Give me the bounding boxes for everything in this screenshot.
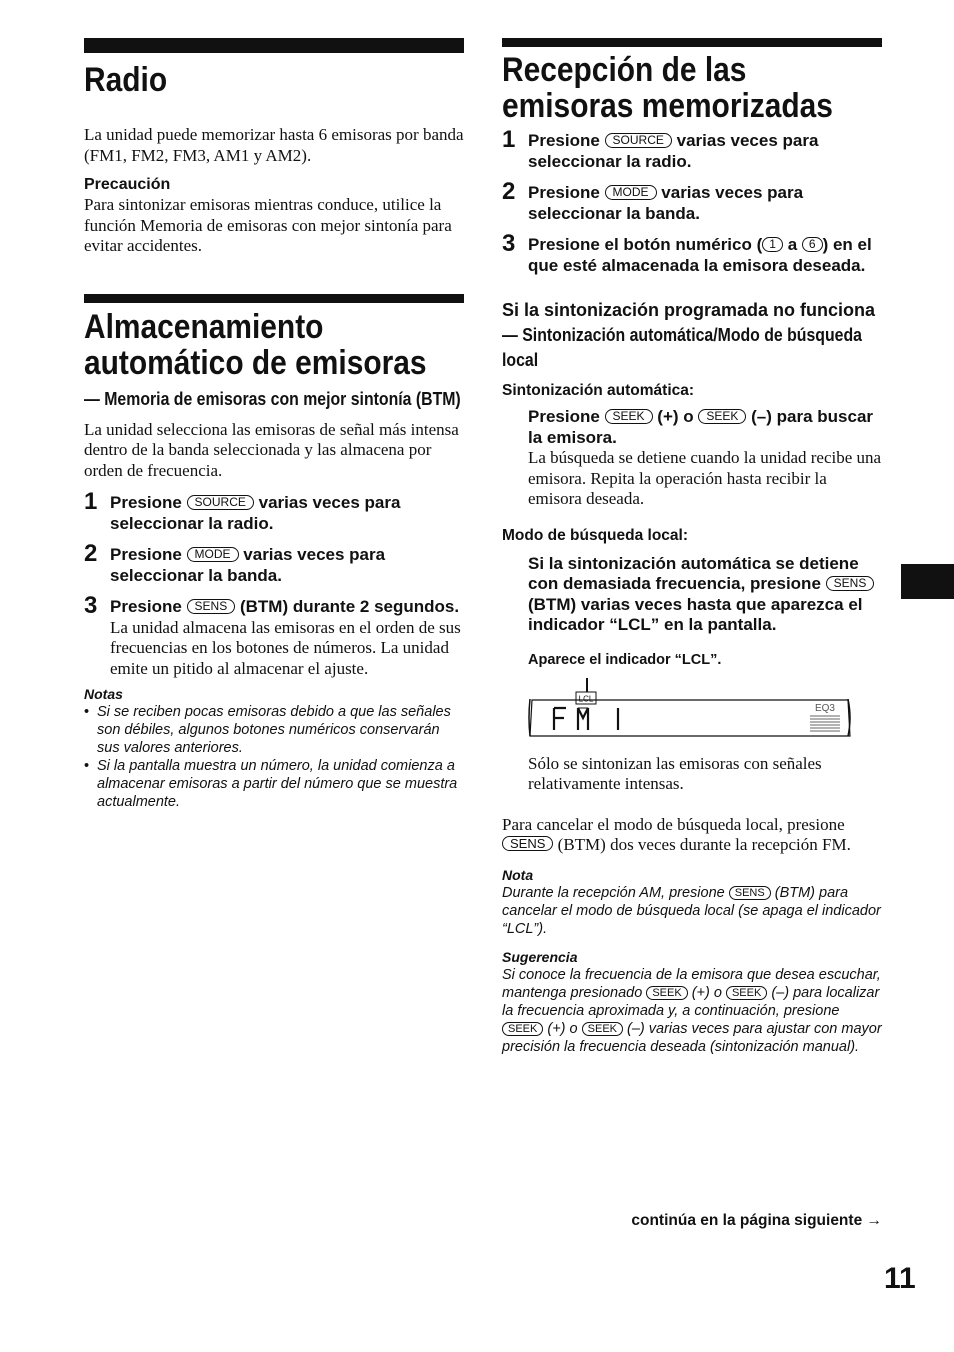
step-number: 1 <box>84 488 98 515</box>
step-number: 1 <box>502 126 516 153</box>
radio-title: Radio <box>84 61 168 99</box>
seek-key: SEEK <box>726 986 767 1000</box>
lcl-text: LCL <box>578 694 594 703</box>
step-text: ) en el que esté almacenada la emisora deseada. <box>528 235 872 275</box>
fm1-segments <box>554 708 618 730</box>
lcd-display <box>528 678 858 738</box>
step-text: (+) o <box>657 407 694 426</box>
section-rule <box>84 38 464 53</box>
right-column <box>502 38 882 1056</box>
local-block <box>502 554 882 795</box>
trouble-title: Si la sintonización programada no funciona <box>502 300 876 320</box>
page-number: 11 <box>884 1262 916 1295</box>
number-key: 1 <box>762 237 783 252</box>
btm-step-3 <box>84 592 464 679</box>
btm-subtitle: — Memoria de emisoras con mejor sintonía (BTM) <box>84 388 461 409</box>
sens-key: SENS <box>826 576 875 591</box>
btm-title: Almacenamiento automático de emisoras <box>84 307 427 382</box>
sens-key: SENS <box>502 836 553 851</box>
source-key: SOURCE <box>187 495 254 510</box>
sens-key: SENS <box>187 599 236 614</box>
step-text: Presione <box>110 493 182 512</box>
step-number: 3 <box>84 592 98 619</box>
section-tab-marker <box>901 564 954 599</box>
para-text: (–) para localizar la frecuencia aproximada y, a continuación, presione <box>502 984 880 1019</box>
step-text: Presione <box>528 407 600 426</box>
para-text: (BTM) para cancelar el modo de búsqueda local (se apaga el indicador “LCL”). <box>502 884 881 937</box>
seek-plus-key: SEEK <box>605 409 653 424</box>
mode-key: MODE <box>605 185 657 200</box>
memorized-title: Recepción de las emisoras memorizadas <box>502 51 833 125</box>
btm-step-2 <box>84 540 464 586</box>
para-text: (+) o <box>547 1020 578 1037</box>
mode-key: MODE <box>187 547 239 562</box>
para-text: (BTM) dos veces durante la recepción FM. <box>557 835 851 854</box>
btm-intro: La unidad selecciona las emisoras de señal más intensa dentro de la banda seleccionada y las almacena por orden de frecuencia. <box>84 419 459 480</box>
seek-key: SEEK <box>646 986 687 1000</box>
number-key: 6 <box>802 237 823 252</box>
recall-step-1 <box>502 126 882 172</box>
step-text: Presione <box>110 545 182 564</box>
btm-step-1 <box>84 488 464 534</box>
continue-note: continúa en la página siguiente → <box>631 1212 882 1229</box>
step-number: 3 <box>502 230 516 257</box>
seek-key: SEEK <box>502 1022 543 1036</box>
para-text: (+) o <box>691 984 722 1001</box>
step-text: Presione el botón numérico ( <box>528 235 763 254</box>
figure-caption: Aparece el indicador “LCL”. <box>528 651 722 668</box>
step-text: Presione <box>528 183 600 202</box>
tip-text <box>502 966 882 1056</box>
source-key: SOURCE <box>605 133 672 148</box>
trouble-subtitle: — Sintonización automática/Modo de búsqueda local <box>502 325 862 370</box>
note-text <box>502 884 882 938</box>
para-text: Durante la recepción AM, presione <box>502 884 725 901</box>
para-text: Si conoce la frecuencia de la emisora que desea escuchar, mantenga presionado <box>502 966 881 1001</box>
auto-block <box>502 407 882 510</box>
step-text: varias veces para seleccionar la banda. <box>110 545 386 585</box>
note-title: Nota <box>502 866 534 883</box>
local-detail: Sólo se sintonizan las emisoras con señales relativamente intensas. <box>528 753 822 793</box>
cancel-paragraph <box>502 815 882 856</box>
step-text: Presione <box>528 131 600 150</box>
step-number: 2 <box>84 540 98 567</box>
notes-title: Notas <box>84 686 123 702</box>
recall-step-2 <box>502 178 882 224</box>
auto-detail: La búsqueda se detiene cuando la unidad recibe una emisora. Repita la operación hasta recibir la emisora deseada. <box>528 448 882 508</box>
step-detail: La unidad almacena las emisoras en el orden de sus frecuencias en los botones de números. La unidad emite un pitido al almacenar el ajuste. <box>110 617 461 678</box>
para-text: Para cancelar el modo de búsqueda local, presione <box>502 814 845 834</box>
left-column <box>84 38 464 811</box>
note-item: • Si la pantalla muestra un número, la unidad comienza a almacenar emisoras a partir del número que se muestra actualmente. <box>84 758 458 810</box>
seek-key: SEEK <box>582 1022 623 1036</box>
step-text: varias veces para seleccionar la radio. <box>528 131 819 171</box>
sens-key: SENS <box>729 886 771 900</box>
tip-title: Sugerencia <box>502 948 578 965</box>
step-text: (–) para buscar la emisora. <box>528 407 874 447</box>
step-text: varias veces para seleccionar la radio. <box>110 493 401 533</box>
caution-text: Para sintonizar emisoras mientras conduce, utilice la función Memoria de emisoras con mejor sintonía para evitar accidentes. <box>84 195 452 255</box>
recall-step-3 <box>502 230 882 276</box>
para-text: (–) varias veces para ajustar con mayor precisión la frecuencia deseada (sintonización manual). <box>502 1020 882 1055</box>
step-number: 2 <box>502 178 516 205</box>
step-text: (BTM) durante 2 segundos. <box>239 597 460 616</box>
step-text: varias veces para seleccionar la banda. <box>528 183 804 223</box>
section-rule <box>84 294 464 303</box>
seek-minus-key: SEEK <box>698 409 746 424</box>
section-rule <box>502 38 882 47</box>
step-text: Si la sintonización automática se detiene con demasiada frecuencia, presione <box>528 553 859 593</box>
note-item: • Si se reciben pocas emisoras debido a que las señales son débiles, algunos botones numéricos conservarán sus valores anteriores. <box>84 704 451 756</box>
step-text: a <box>787 235 798 254</box>
eq-bars <box>810 716 840 731</box>
local-label: Modo de búsqueda local: <box>502 526 689 544</box>
caution-title: Precaución <box>84 176 171 193</box>
lcd-display-figure <box>528 678 882 738</box>
radio-intro: La unidad puede memorizar hasta 6 emisoras por banda (FM1, FM2, FM3, AM1 y AM2). <box>84 125 464 165</box>
eq-label: EQ3 <box>814 702 836 714</box>
step-text: Presione <box>110 597 182 616</box>
step-text: (BTM) varias veces hasta que aparezca el indicador “LCL” en la pantalla. <box>528 594 863 634</box>
auto-label: Sintonización automática: <box>502 382 695 399</box>
